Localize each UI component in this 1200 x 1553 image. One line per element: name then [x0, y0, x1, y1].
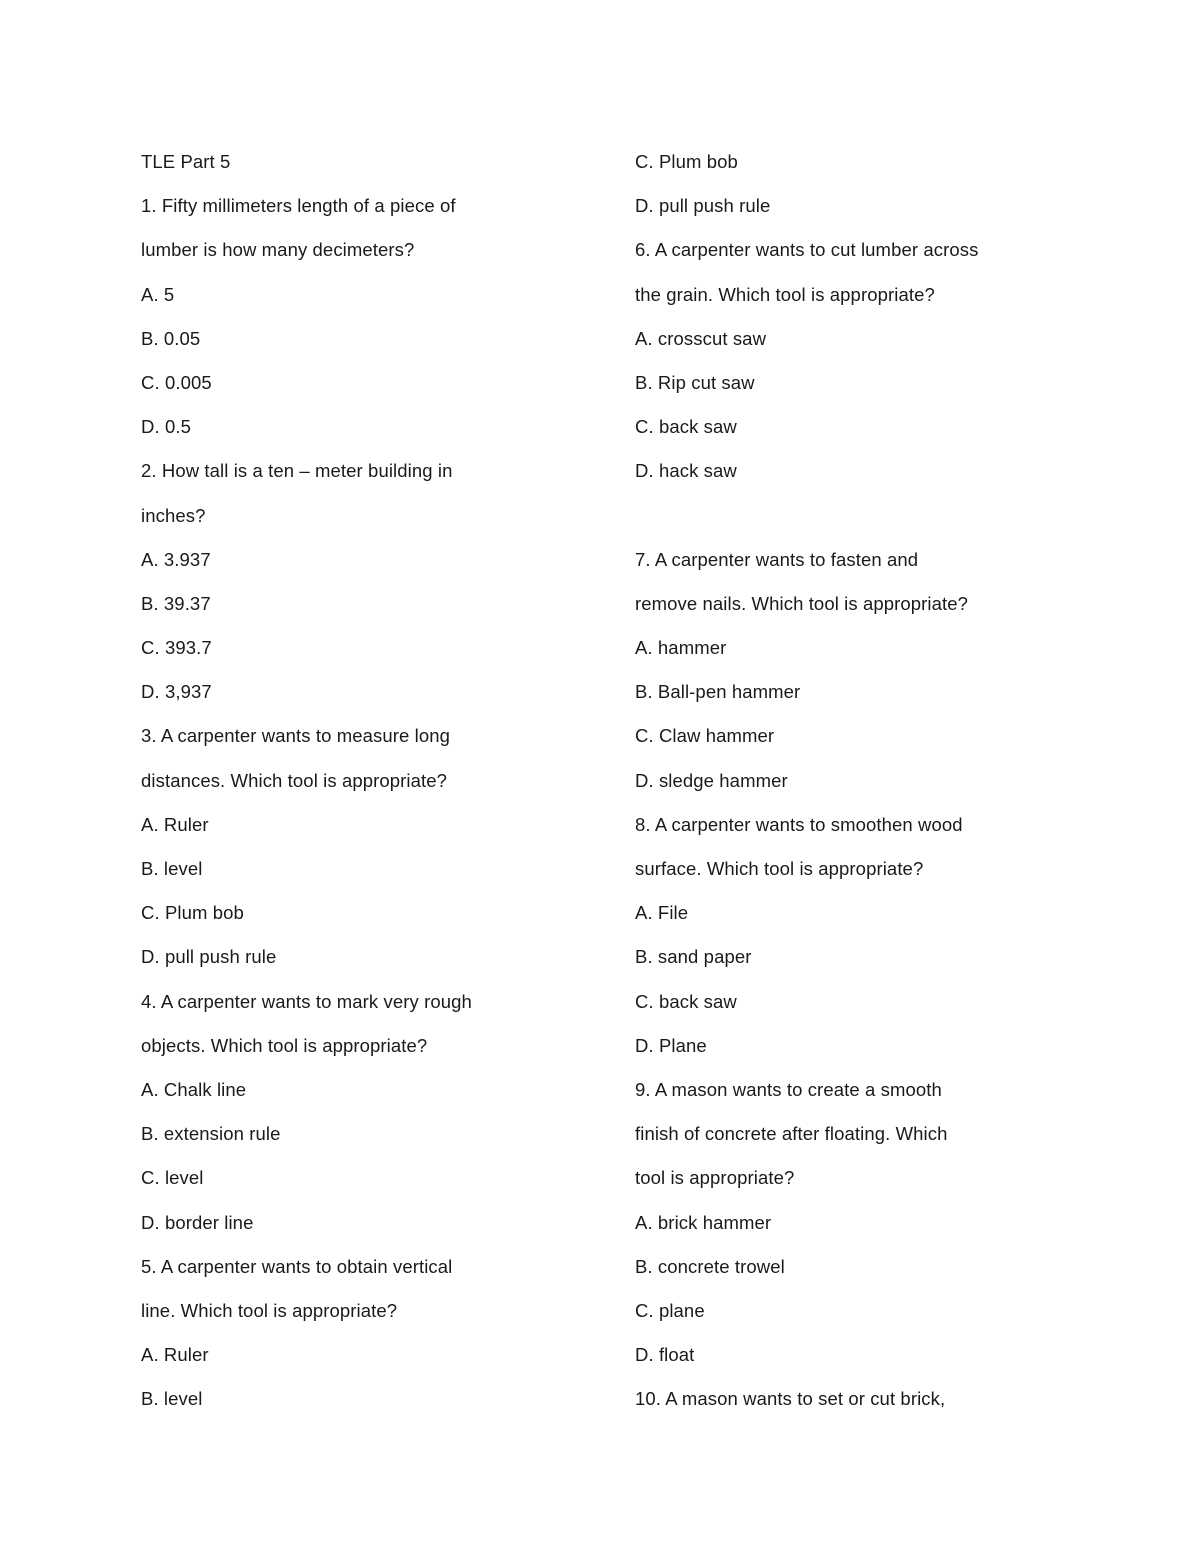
q6-option-a: A. crosscut saw — [635, 327, 767, 349]
q3-option-b: B. level — [141, 858, 203, 879]
q7-option-b: B. Ball-pen hammer — [635, 681, 801, 703]
q2-option-d: D. 3,937 — [141, 681, 212, 703]
q5-option-c: C. Plum bob — [635, 151, 738, 172]
question-5-line-2: line. Which tool is appropriate? — [141, 1299, 398, 1321]
question-1-line-2: lumber is how many decimeters? — [141, 239, 415, 261]
question-9-line-3: tool is appropriate? — [635, 1167, 795, 1189]
q2-option-b: B. 39.37 — [141, 592, 211, 614]
q9-option-c: C. plane — [635, 1299, 705, 1321]
question-4-line-1: 4. A carpenter wants to mark very rough — [141, 990, 472, 1012]
q9-option-b: B. concrete trowel — [635, 1255, 785, 1277]
question-8-line-2: surface. Which tool is appropriate? — [635, 858, 924, 879]
question-7-line-2: remove nails. Which tool is appropriate? — [635, 592, 969, 614]
q4-option-d: D. border line — [141, 1211, 254, 1233]
q4-option-b: B. extension rule — [141, 1123, 281, 1145]
question-4-line-2: objects. Which tool is appropriate? — [141, 1034, 428, 1056]
question-6-line-2: the grain. Which tool is appropriate? — [635, 283, 935, 305]
q9-option-a: A. brick hammer — [635, 1211, 772, 1233]
q7-option-c: C. Claw hammer — [635, 725, 775, 747]
question-9-line-1: 9. A mason wants to create a smooth — [635, 1078, 942, 1100]
q5-option-a: A. Ruler — [141, 1344, 209, 1366]
q7-option-a: A. hammer — [635, 637, 727, 659]
q6-option-c: C. back saw — [635, 416, 737, 438]
question-6-line-1: 6. A carpenter wants to cut lumber across — [635, 239, 979, 261]
q3-option-d: D. pull push rule — [141, 946, 277, 968]
q2-option-c: C. 393.7 — [141, 637, 212, 659]
q3-option-a: A. Ruler — [141, 813, 209, 835]
q3-option-c: C. Plum bob — [141, 902, 244, 924]
q6-option-b: B. Rip cut saw — [635, 371, 755, 393]
q2-option-a: A. 3.937 — [141, 548, 211, 570]
blank-line — [635, 494, 1015, 538]
question-2-line-1: 2. How tall is a ten – meter building in — [141, 460, 453, 482]
question-1-line-1: 1. Fifty millimeters length of a piece of — [141, 195, 456, 217]
question-3-line-1: 3. A carpenter wants to measure long — [141, 725, 451, 747]
q7-option-d: D. sledge hammer — [635, 769, 788, 791]
question-3-line-2: distances. Which tool is appropriate? — [141, 769, 448, 791]
q8-option-d: D. Plane — [635, 1034, 707, 1056]
document-title: TLE Part 5 — [141, 151, 231, 172]
question-8-line-1: 8. A carpenter wants to smoothen wood — [635, 813, 963, 835]
q6-option-d: D. hack saw — [635, 460, 737, 482]
q1-option-d: D. 0.5 — [141, 416, 191, 438]
question-5-line-1: 5. A carpenter wants to obtain vertical — [141, 1255, 453, 1277]
left-column — [141, 140, 521, 1421]
q5-option-d: D. pull push rule — [635, 195, 771, 217]
q9-option-d: D. float — [635, 1344, 695, 1366]
q8-option-c: C. back saw — [635, 990, 737, 1012]
question-2-line-2: inches? — [141, 504, 206, 526]
q1-option-a: A. 5 — [141, 283, 175, 305]
question-10-line-1: 10. A mason wants to set or cut brick, — [635, 1388, 946, 1410]
q1-option-c: C. 0.005 — [141, 371, 212, 393]
q4-option-c: C. level — [141, 1167, 204, 1189]
right-column — [635, 140, 1015, 1421]
q4-option-a: A. Chalk line — [141, 1078, 247, 1100]
q8-option-b: B. sand paper — [635, 946, 752, 968]
q5-option-b: B. level — [141, 1388, 203, 1410]
question-7-line-1: 7. A carpenter wants to fasten and — [635, 548, 919, 570]
q1-option-b: B. 0.05 — [141, 327, 201, 349]
q8-option-a: A. File — [635, 902, 689, 924]
question-9-line-2: finish of concrete after floating. Which — [635, 1123, 948, 1145]
